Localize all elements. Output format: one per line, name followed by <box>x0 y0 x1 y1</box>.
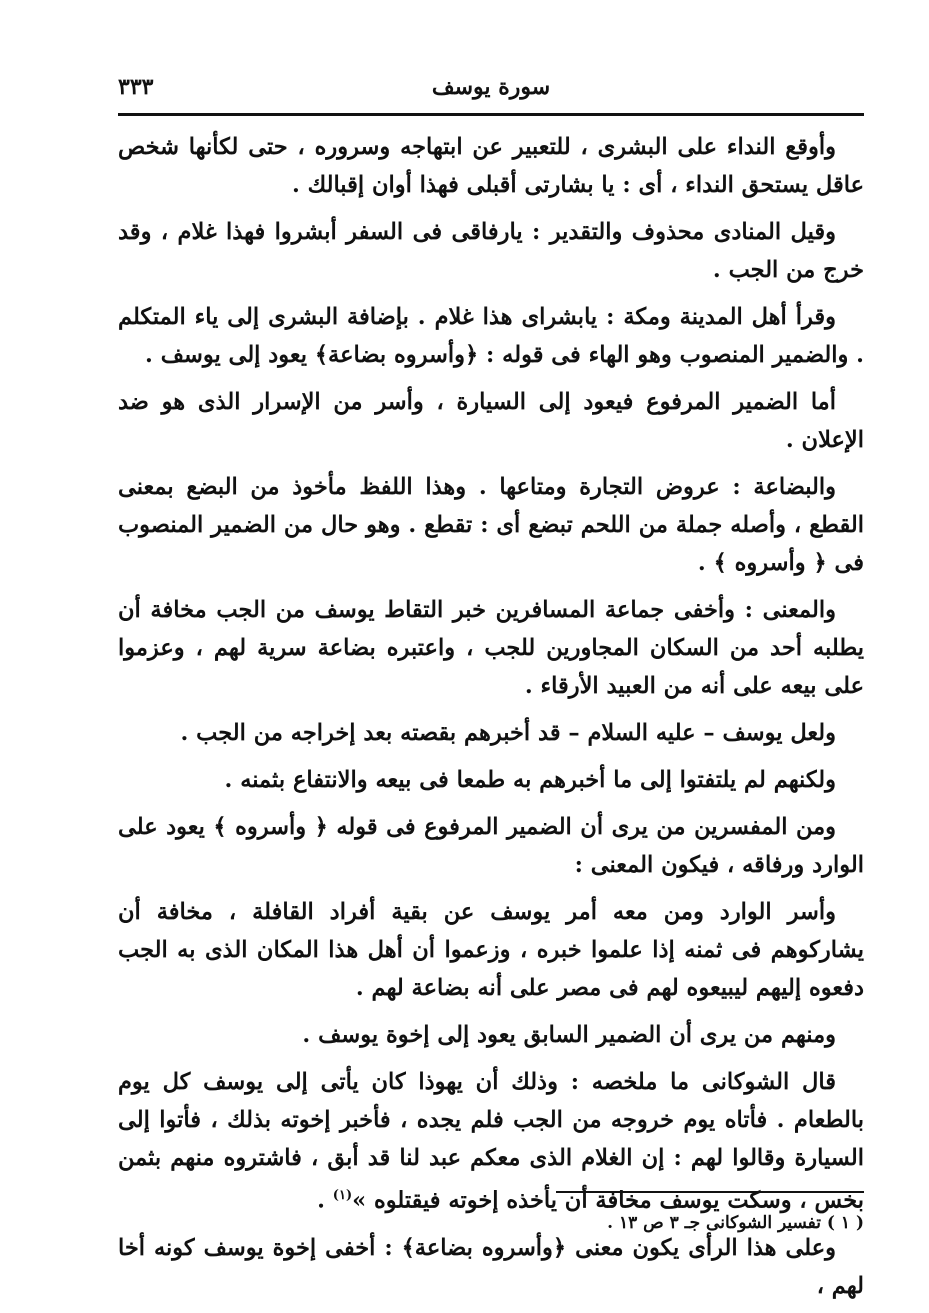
paragraph-11: ومنهم من يرى أن الضمير السابق يعود إلى إخوة يوسف . <box>302 1022 836 1048</box>
paragraph-12-text: قال الشوكانى ما ملخصه : وذلك أن يهوذا كان يأتى إلى يوسف كل يوم بالطعام . فأتاه يوم خروجه من الجب فلم يجده ، فأخبر إخوته بذلك ، فأتوا إلى السيارة وقالوا لهم : إن الغلام الذى معكم عبد لنا قد أبق ، فاشتروه منهم بثمن بخس ، وسكت يوسف مخافة أن يأخذه إخوته فيقتلوه » <box>118 1069 864 1214</box>
paragraph-6: والمعنى : وأخفى جماعة المسافرين خبر التقاط يوسف من الجب مخافة أن يطلبه أحد من السكان المجاورين للجب ، واعتبره بضاعة سرية لهم ، وعزموا على بيعه على أنه من العبيد الأرقاء . <box>118 597 864 699</box>
running-title: سورة يوسف <box>431 74 551 100</box>
paragraph-13: وعلى هذا الرأى يكون معنى ﴿وأسروه بضاعة﴾ : أخفى إخوة يوسف كونه أخا لهم ، <box>118 1234 864 1299</box>
paragraph-7: ولعل يوسف – عليه السلام – قد أخبرهم بقصته بعد إخراجه من الجب . <box>180 720 836 746</box>
paragraph-3: وقرأ أهل المدينة ومكة : يابشراى هذا غلام . بإضافة البشرى إلى ياء المتكلم . والضمير المنصوب وهو الهاء فى قوله : ﴿وأسروه بضاعة﴾ يعود إلى يوسف . <box>118 304 864 368</box>
footnote: ( ١ ) تفسير الشوكانى جـ ٣ ص ١٣ . <box>607 1213 864 1233</box>
paragraph-5: والبضاعة : عروض التجارة ومتاعها . وهذا اللفظ مأخوذ من البضع بمعنى القطع ، وأصله جملة من اللحم تبضع أى : تقطع . وهو حال من الضمير المنصوب فى ﴿ وأسروه ﴾ . <box>118 474 864 576</box>
header-rule <box>118 113 864 116</box>
paragraph-8: ولكنهم لم يلتفتوا إلى ما أخبرهم به طمعا فى بيعه والانتفاع بثمنه . <box>224 767 836 793</box>
paragraph-9: ومن المفسرين من يرى أن الضمير المرفوع فى قوله ﴿ وأسروه ﴾ يعود على الوارد ورفاقه ، فيكون المعنى : <box>118 814 864 878</box>
paragraph-12-end: . <box>317 1187 333 1214</box>
paragraph-1: وأوقع النداء على البشرى ، للتعبير عن ابتهاجه وسروره ، حتى لكأنها شخص عاقل يستحق النداء ، أى : يا بشارتى أقبلى فهذا أوان إقبالك . <box>118 134 864 198</box>
footnote-rule <box>556 1191 864 1193</box>
page-header <box>118 62 864 112</box>
paragraph-4: أما الضمير المرفوع فيعود إلى السيارة ، وأسر من الإسرار الذى هو ضد الإعلان . <box>118 389 864 453</box>
paragraph-2: وقيل المنادى محذوف والتقدير : يارفاقى فى السفر أبشروا فهذا غلام ، وقد خرج من الجب . <box>118 219 864 283</box>
page-number: ٣٣٣ <box>118 74 154 100</box>
paragraph-10: وأسر الوارد ومن معه أمر يوسف عن بقية أفراد القافلة ، مخافة أن يشاركوهم فى ثمنه إذا علموا خبره ، وزعموا أن أهل هذا المكان الذى به الجب دفعوه إليهم ليبيعوه لهم فى مصر على أنه بضاعة لهم . <box>118 899 864 1001</box>
paragraph-12 <box>118 1063 864 1220</box>
body-text <box>118 128 864 1313</box>
footnote-reference: (١) <box>332 1188 353 1203</box>
